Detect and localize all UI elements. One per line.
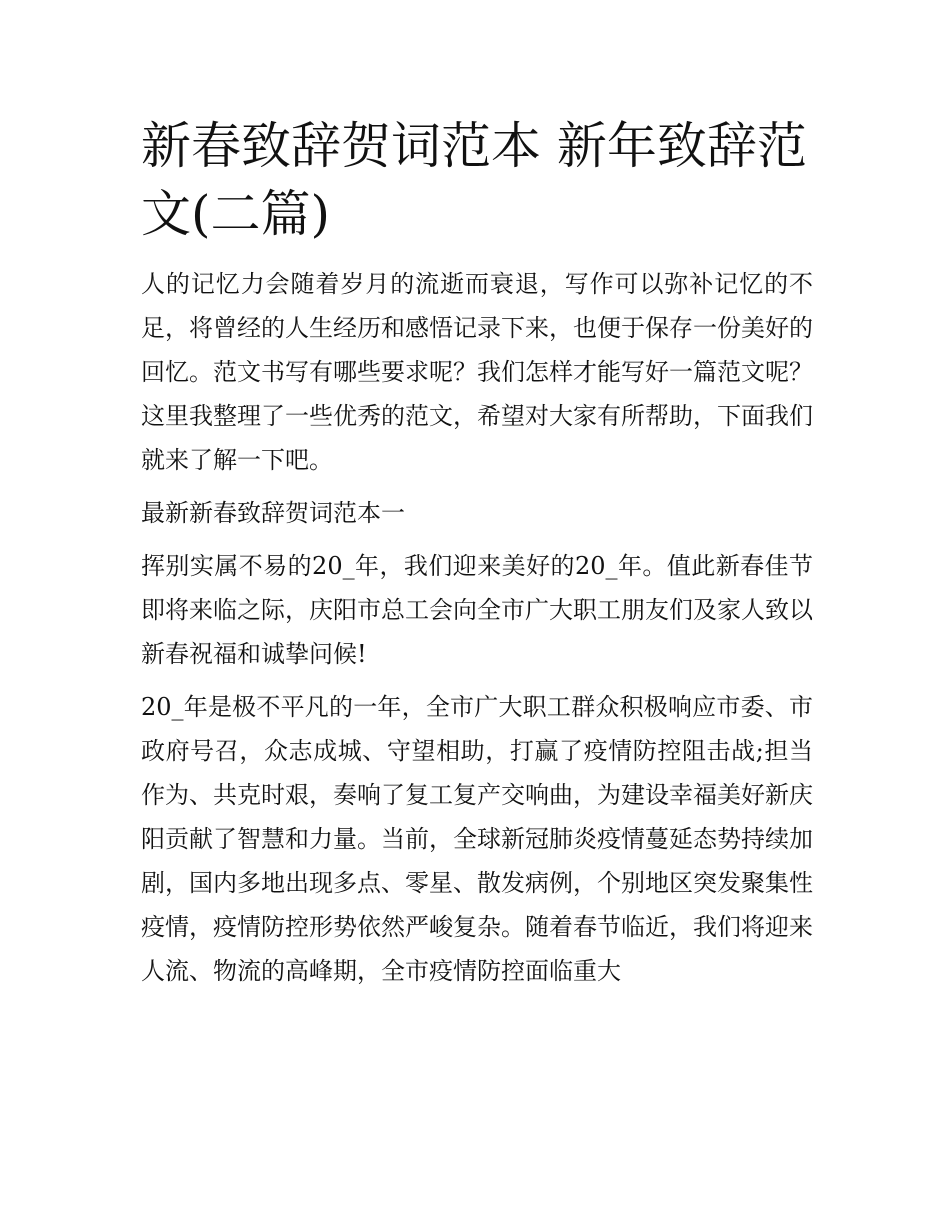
document-page	[141, 112, 813, 1002]
body-paragraph-1: 挥别实属不易的20_年，我们迎来美好的20_年。值此新春佳节即将来临之际，庆阳市总工会向全市广大职工朋友们及家人致以新春祝福和诚挚问候!	[141, 552, 813, 668]
body-paragraph-2: 20_年是极不平凡的一年，全市广大职工群众积极响应市委、市政府号召，众志成城、守望相助，打赢了疫情防控阻击战;担当作为、共克时艰，奏响了复工复产交响曲，为建设幸福美好新庆阳贡献了智慧和力量。当前，全球新冠肺炎疫情蔓延态势持续加剧，国内多地出现多点、零星、散发病例，个别地区突发聚集性疫情，疫情防控形势依然严峻复杂。随着春节临近，我们将迎来人流、物流的高峰期，全市疫情防控面临重大	[141, 693, 813, 985]
intro-paragraph: 人的记忆力会随着岁月的流逝而衰退，写作可以弥补记忆的不足，将曾经的人生经历和感悟记录下来，也便于保存一份美好的回忆。范文书写有哪些要求呢？我们怎样才能写好一篇范文呢？这里我整理了一些优秀的范文，希望对大家有所帮助，下面我们就来了解一下吧。	[141, 270, 813, 474]
document-title: 新春致辞贺词范本 新年致辞范文(二篇)	[141, 117, 807, 243]
section-heading: 最新新春致辞贺词范本一	[141, 499, 405, 527]
